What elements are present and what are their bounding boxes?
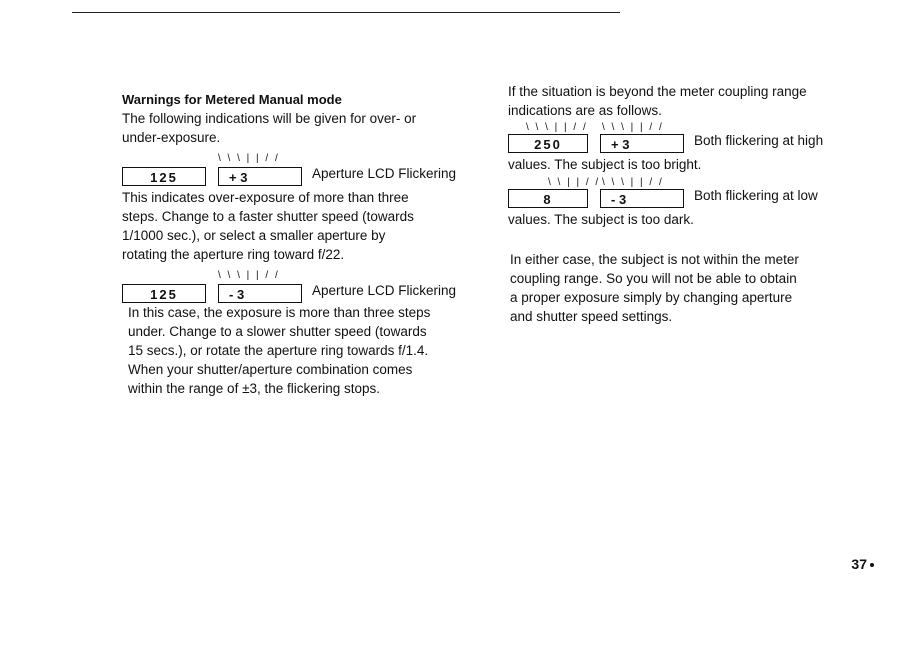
flicker-rays-icon: \ \ \ | | / / <box>602 177 664 188</box>
low-values-text: values. The subject is too dark. <box>508 212 694 227</box>
aperture-lcd: - 3 <box>218 284 302 303</box>
text-line: under-exposure. <box>122 130 221 145</box>
flicker-rays-icon: \ \ \ | | / / <box>218 270 280 281</box>
text-line: When your shutter/aperture combination comes <box>128 362 413 377</box>
text-line: rotating the aperture ring toward f/22. <box>122 247 345 262</box>
bullet-icon <box>870 563 874 567</box>
high-values-text: values. The subject is too bright. <box>508 157 702 172</box>
text-line: This indicates over-exposure of more than three <box>122 190 409 205</box>
lcd-label: Aperture LCD Flickering <box>312 166 457 181</box>
text-line: and shutter speed settings. <box>510 309 673 324</box>
flicker-rays-icon: \ \ | | / / <box>548 177 601 188</box>
text-line: The following indications will be given for over- or <box>122 111 417 126</box>
aperture-lcd: + 3 <box>600 134 684 153</box>
text-line: under. Change to a slower shutter speed (towards <box>128 324 427 339</box>
text-line: In this case, the exposure is more than three steps <box>128 305 431 320</box>
over-exposure-text <box>122 188 414 264</box>
shutter-lcd: 8 <box>508 189 588 208</box>
shutter-lcd: 250 <box>508 134 588 153</box>
conclusion-text <box>510 250 799 326</box>
text-line: indications are as follows. <box>508 103 662 118</box>
page-number-text: 37 <box>851 556 867 572</box>
text-line: If the situation is beyond the meter coupling range <box>508 84 807 99</box>
under-exposure-text <box>128 303 430 398</box>
shutter-lcd: 125 <box>122 284 206 303</box>
page-number <box>851 556 874 572</box>
lcd-display-high <box>508 134 868 156</box>
top-rule <box>72 12 620 13</box>
section-heading: Warnings for Metered Manual mode <box>122 92 342 107</box>
left-intro <box>122 109 416 147</box>
text-line: within the range of ±3, the flickering stops. <box>128 381 381 396</box>
text-line: 15 secs.), or rotate the aperture ring towards f/1.4. <box>128 343 429 358</box>
aperture-lcd: - 3 <box>600 189 684 208</box>
lcd-label: Both flickering at low <box>694 188 818 203</box>
lcd-label: Aperture LCD Flickering <box>312 283 457 298</box>
flicker-rays-icon: \ \ \ | | / / <box>526 122 588 133</box>
text-line: steps. Change to a faster shutter speed (towards <box>122 209 414 224</box>
text-line: a proper exposure simply by changing aperture <box>510 290 793 305</box>
lcd-display-low <box>508 189 868 211</box>
right-intro <box>508 82 807 120</box>
lcd-display-over <box>122 167 502 189</box>
text-line: 1/1000 sec.), or select a smaller aperture by <box>122 228 386 243</box>
shutter-lcd: 125 <box>122 167 206 186</box>
flicker-rays-icon: \ \ \ | | / / <box>602 122 664 133</box>
text-line: coupling range. So you will not be able to obtain <box>510 271 797 286</box>
text-line: In either case, the subject is not within the meter <box>510 252 799 267</box>
aperture-lcd: + 3 <box>218 167 302 186</box>
flicker-rays-icon: \ \ \ | | / / <box>218 153 280 164</box>
lcd-label: Both flickering at high <box>694 133 824 148</box>
